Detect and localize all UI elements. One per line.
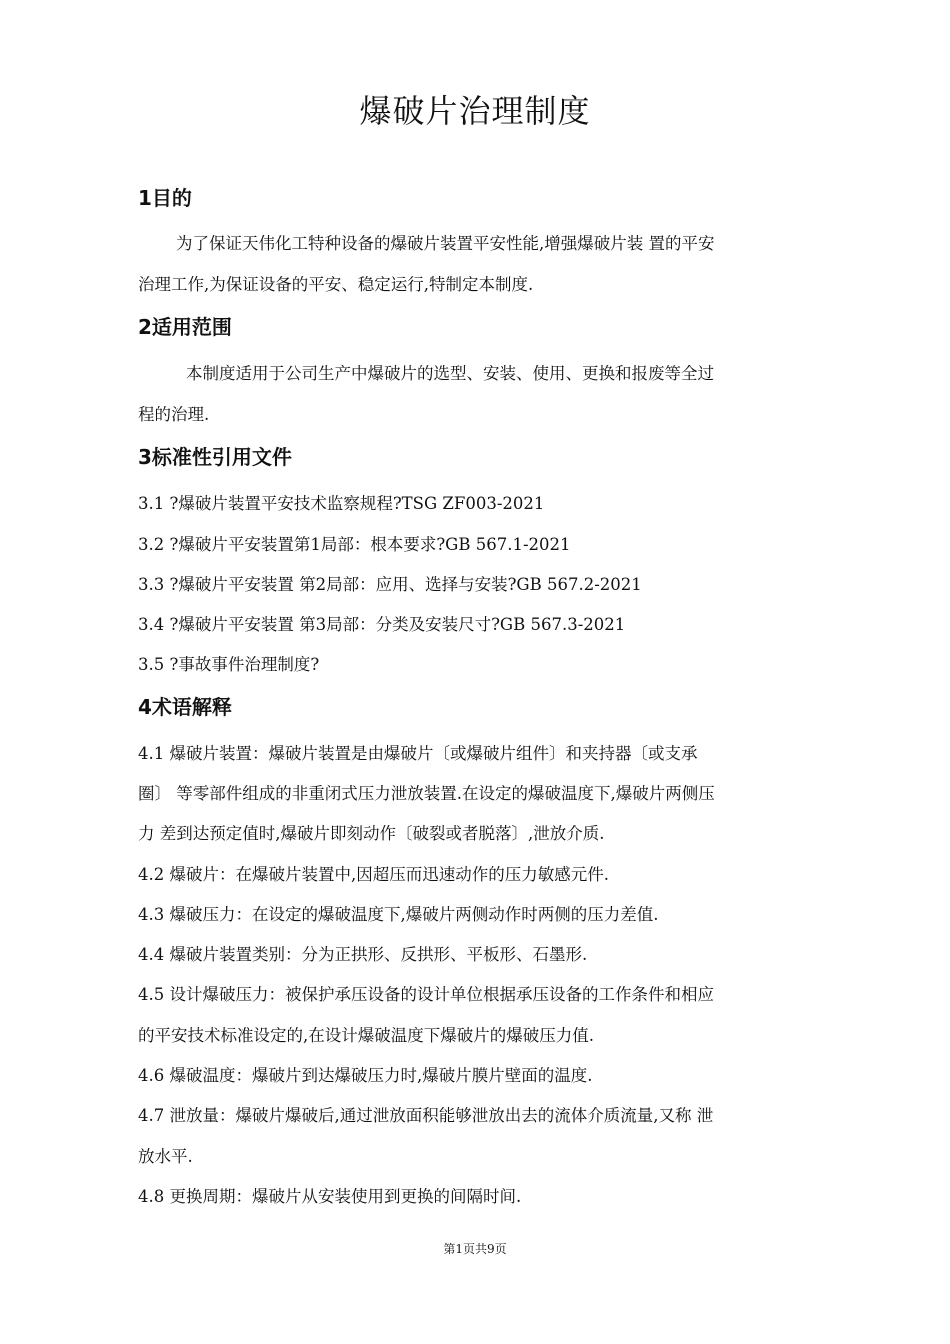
term-line: 力 差到达预定值时,爆破片即刻动作〔破裂或者脱落〕,泄放介质. (138, 824, 605, 843)
paragraph-line: 治理工作,为保证设备的平安、稳定运行,特制定本制度. (138, 275, 534, 294)
section-heading-terms: 4术语解释 (138, 695, 232, 719)
term-line: 4.1 爆破片装置：爆破片装置是由爆破片〔或爆破片组件〕和夹持器〔或支承 (138, 744, 698, 763)
reference-item: 3.1 ?爆破片装置平安技术监察规程?TSG ZF003-2021 (138, 494, 545, 513)
term-line: 的平安技术标准设定的,在设计爆破温度下爆破片的爆破压力值. (138, 1026, 594, 1045)
term-line: 放水平. (138, 1147, 193, 1166)
reference-item: 3.4 ?爆破片平安装置 第3局部：分类及安装尺寸?GB 567.3-2021 (138, 615, 626, 634)
term-line: 4.7 泄放量：爆破片爆破后,通过泄放面积能够泄放出去的流体介质流量,又称 泄 (138, 1106, 714, 1125)
section-heading-purpose: 1目的 (138, 186, 192, 210)
term-line: 4.3 爆破压力：在设定的爆破温度下,爆破片两侧动作时两侧的压力差值. (138, 905, 659, 924)
reference-item: 3.5 ?事故事件治理制度? (138, 655, 320, 674)
term-line: 4.4 爆破片装置类别：分为正拱形、反拱形、平板形、石墨形. (138, 945, 588, 964)
paragraph-line: 本制度适用于公司生产中爆破片的选型、安装、使用、更换和报废等全过 (186, 364, 714, 383)
reference-item: 3.2 ?爆破片平安装置第1局部：根本要求?GB 567.1-2021 (138, 535, 571, 554)
term-line: 4.5 设计爆破压力：被保护承压设备的设计单位根据承压设备的工作条件和相应 (138, 985, 714, 1004)
page-footer: 第1页共9页 (443, 1242, 507, 1256)
page-title: 爆破片治理制度 (359, 92, 591, 130)
term-line: 4.2 爆破片：在爆破片装置中,因超压而迅速动作的压力敏感元件. (138, 865, 609, 884)
term-line: 圈〕 等零部件组成的非重闭式压力泄放装置.在设定的爆破温度下,爆破片两侧压 (138, 784, 715, 803)
section-heading-scope: 2适用范围 (138, 315, 232, 339)
reference-item: 3.3 ?爆破片平安装置 第2局部：应用、选择与安装?GB 567.2-2021 (138, 575, 642, 594)
paragraph-line: 程的治理. (138, 405, 210, 424)
term-line: 4.6 爆破温度：爆破片到达爆破压力时,爆破片膜片壁面的温度. (138, 1066, 593, 1085)
paragraph-line: 为了保证天伟化工特种设备的爆破片装置平安性能,增强爆破片装 置的平安 (176, 234, 715, 253)
section-heading-references: 3标准性引用文件 (138, 445, 292, 469)
term-line: 4.8 更换周期：爆破片从安装使用到更换的间隔时间. (138, 1187, 522, 1206)
